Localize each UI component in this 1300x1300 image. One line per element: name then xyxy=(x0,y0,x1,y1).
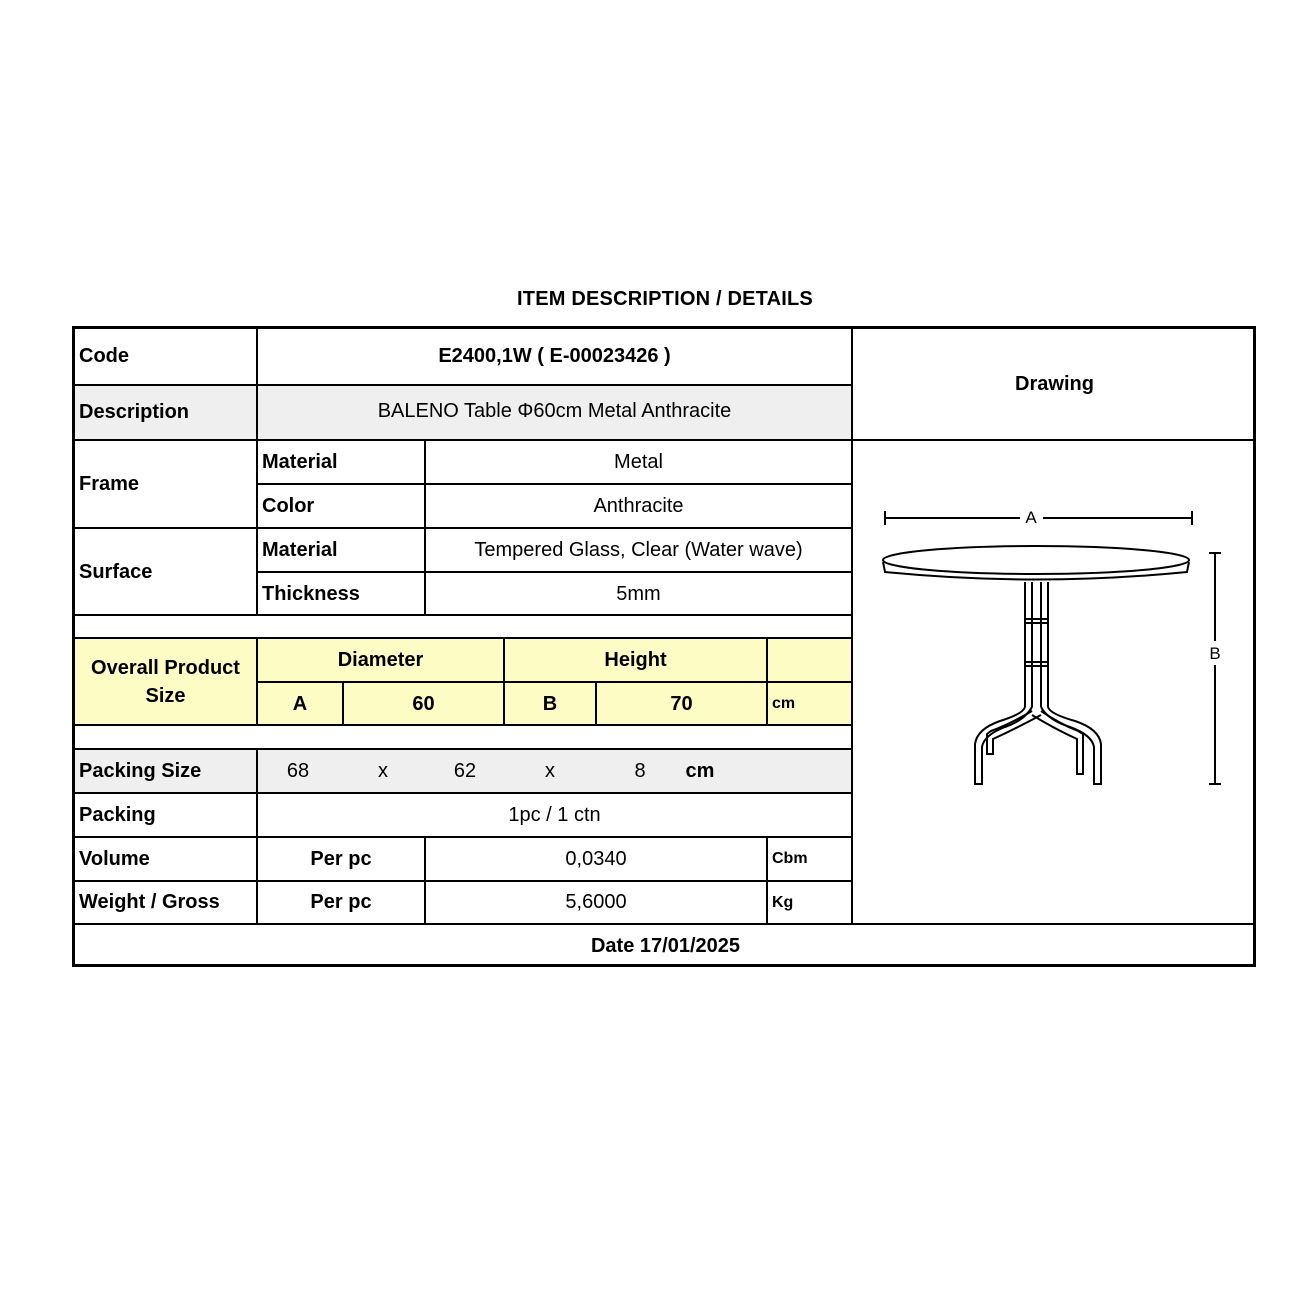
volume-label: Volume xyxy=(79,847,150,870)
date: Date 17/01/2025 xyxy=(590,934,740,957)
table-top-ellipse xyxy=(883,546,1189,574)
diameter-value: 60 xyxy=(412,692,435,715)
packing-unit: cm xyxy=(685,759,715,782)
volume-value: 0,0340 xyxy=(565,847,627,870)
height-label: Height xyxy=(604,648,667,671)
dimension-a-label: A xyxy=(292,692,308,715)
frame-color-value: Anthracite xyxy=(593,494,684,517)
frame-color-label: Color xyxy=(262,494,315,517)
frame-label: Frame xyxy=(79,472,140,495)
surface-label: Surface xyxy=(79,560,153,583)
code-label: Code xyxy=(79,345,129,367)
height-value: 70 xyxy=(670,692,693,715)
dimension-b-label: B xyxy=(542,692,558,715)
surface-material-value: Tempered Glass, Clear (Water wave) xyxy=(474,538,803,561)
table-drawing xyxy=(75,329,1256,923)
description-label: Description xyxy=(79,401,190,423)
spec-sheet xyxy=(72,326,1256,967)
frame-material-label: Material xyxy=(262,450,338,473)
dim-b-label: B xyxy=(1209,644,1221,663)
packing-value: 1pc / 1 ctn xyxy=(508,803,601,826)
size-unit: cm xyxy=(772,695,796,712)
volume-unit: Cbm xyxy=(772,850,808,867)
drawing-header: Drawing xyxy=(1015,372,1094,395)
code-value: E2400,1W ( E-00023426 ) xyxy=(438,345,671,367)
weight-per: Per pc xyxy=(310,891,372,913)
surface-thickness-value: 5mm xyxy=(616,582,661,605)
leg-front-left xyxy=(975,707,1032,784)
packing-label: Packing xyxy=(79,803,156,826)
leg-front-right xyxy=(1041,707,1101,784)
weight-unit: Kg xyxy=(772,893,794,911)
packing-length: 68 xyxy=(286,759,310,782)
sheet-title: ITEM DESCRIPTION / DETAILS xyxy=(517,288,813,310)
packing-width: 62 xyxy=(453,759,477,782)
weight-value: 5,6000 xyxy=(565,891,627,913)
surface-material-label: Material xyxy=(262,538,338,561)
packing-size-label: Packing Size xyxy=(79,759,202,782)
dim-a-label: A xyxy=(1025,508,1037,527)
weight-label: Weight / Gross xyxy=(79,891,220,913)
volume-per: Per pc xyxy=(310,847,372,870)
packing-height: 8 xyxy=(634,759,646,782)
description-value: BALENO Table Φ60cm Metal Anthracite xyxy=(377,400,732,422)
packing-sep-2: x xyxy=(545,759,555,782)
overall-size-label: Overall Product Size xyxy=(91,657,240,707)
surface-thickness-label: Thickness xyxy=(262,582,360,605)
packing-sep-1: x xyxy=(378,759,388,782)
frame-material-value: Metal xyxy=(614,450,663,473)
diameter-label: Diameter xyxy=(337,648,424,671)
